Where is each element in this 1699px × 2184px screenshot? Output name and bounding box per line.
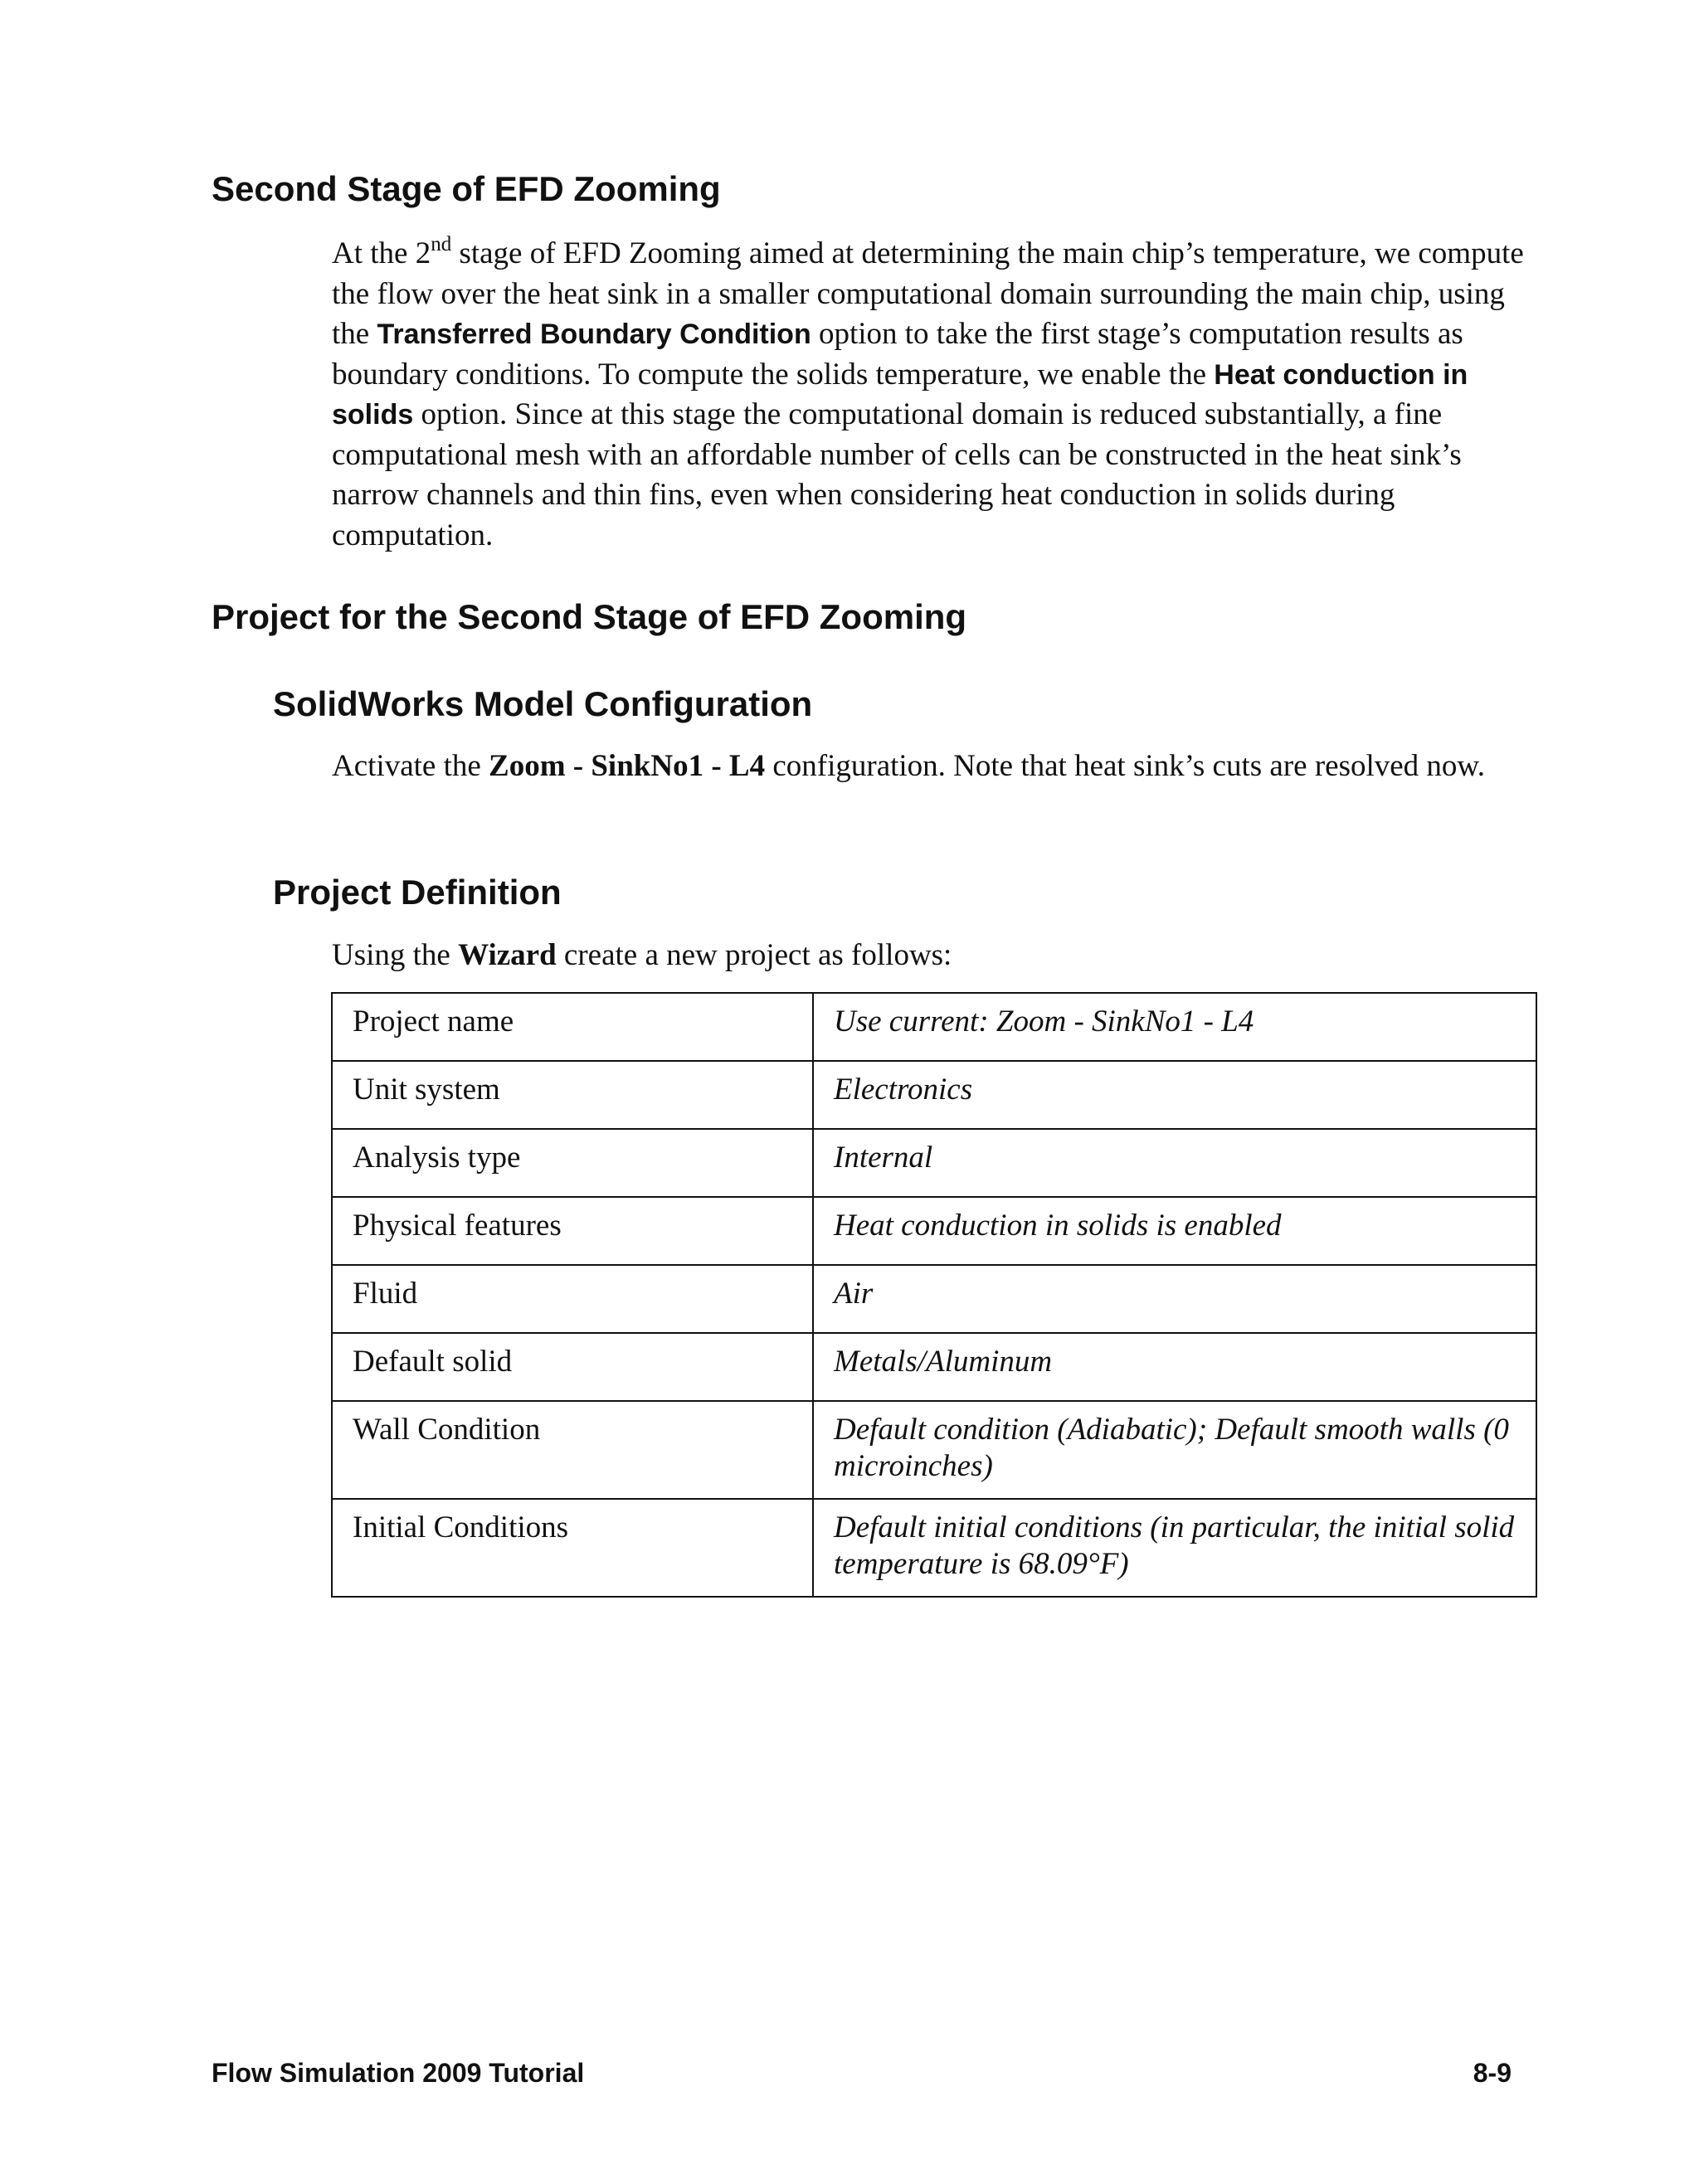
intro-text-e: option. Since at this stage the computational domain is reduced substantially, a fine computational mesh with an affordable number of cells can be constructed in the heat sink’s narrow channels and thin fins, even when considering heat conduction in solids during computation.	[332, 397, 1462, 552]
section-heading-second-stage: Second Stage of EFD Zooming	[212, 169, 721, 208]
table-cell-value: Heat conduction in solids is enabled	[813, 1197, 1536, 1265]
table-row	[332, 993, 1536, 1061]
table-cell-value: Electronics	[813, 1061, 1536, 1129]
wizard-text-a: Using the	[332, 938, 459, 972]
table-cell-value: Internal	[813, 1129, 1536, 1197]
ui-term-transferred-boundary-condition: Transferred Boundary Condition	[377, 319, 811, 350]
wizard-paragraph	[332, 936, 1543, 976]
footer-page-number: 8-9	[1473, 2058, 1512, 2088]
table-cell-value: Metals/Aluminum	[813, 1333, 1536, 1401]
table-cell-value: Default condition (Adiabatic); Default smooth walls (0 microinches)	[813, 1401, 1536, 1499]
configuration-text-c: configuration. Note that heat sink’s cuts are resolved now.	[765, 749, 1485, 783]
table-cell-label: Wall Condition	[332, 1401, 813, 1499]
table-row	[332, 1129, 1536, 1197]
table-cell-label: Analysis type	[332, 1129, 813, 1197]
table-cell-label: Project name	[332, 993, 813, 1061]
project-definition-table	[331, 992, 1537, 1598]
intro-text-start: At the 2	[332, 236, 431, 270]
footer-title: Flow Simulation 2009 Tutorial	[212, 2058, 585, 2088]
table-cell-label: Fluid	[332, 1265, 813, 1333]
section-heading-project-second-stage: Project for the Second Stage of EFD Zooming	[212, 597, 967, 636]
subsection-heading-model-configuration: SolidWorks Model Configuration	[273, 684, 813, 723]
table-row	[332, 1333, 1536, 1401]
table-cell-label: Physical features	[332, 1197, 813, 1265]
table-row	[332, 1265, 1536, 1333]
wizard-term: Wizard	[458, 938, 557, 972]
table-cell-label: Default solid	[332, 1333, 813, 1401]
table-cell-value: Air	[813, 1265, 1536, 1333]
table-row	[332, 1401, 1536, 1499]
table-cell-label: Unit system	[332, 1061, 813, 1129]
subsection-heading-project-definition: Project Definition	[273, 873, 562, 912]
table-row	[332, 1061, 1536, 1129]
wizard-text-c: create a new project as follows:	[556, 938, 952, 972]
ui-term-heat-conduction-in-solids: Heat conduction in solids	[332, 358, 1468, 430]
table-row	[332, 1197, 1536, 1265]
table-row	[332, 1499, 1536, 1597]
configuration-name: Zoom - SinkNo1 - L4	[489, 749, 766, 783]
configuration-paragraph	[332, 747, 1543, 787]
table-cell-value: Use current: Zoom - SinkNo1 - L4	[813, 993, 1536, 1061]
ordinal-superscript: nd	[431, 233, 452, 255]
configuration-text-a: Activate the	[332, 749, 489, 783]
table-cell-value: Default initial conditions (in particular, the initial solid temperature is 68.09°F)	[813, 1499, 1536, 1597]
intro-text-c: option to take the first stage’s computation results as boundary conditions. To compute the solids temperature, we enable the	[332, 317, 1463, 392]
table-cell-label: Initial Conditions	[332, 1499, 813, 1597]
intro-paragraph	[332, 234, 1543, 556]
intro-text-a: stage of EFD Zooming aimed at determining the main chip’s temperature, we compute the flow over the heat sink in a smaller computational domain surrounding the main chip, using the	[332, 236, 1524, 351]
